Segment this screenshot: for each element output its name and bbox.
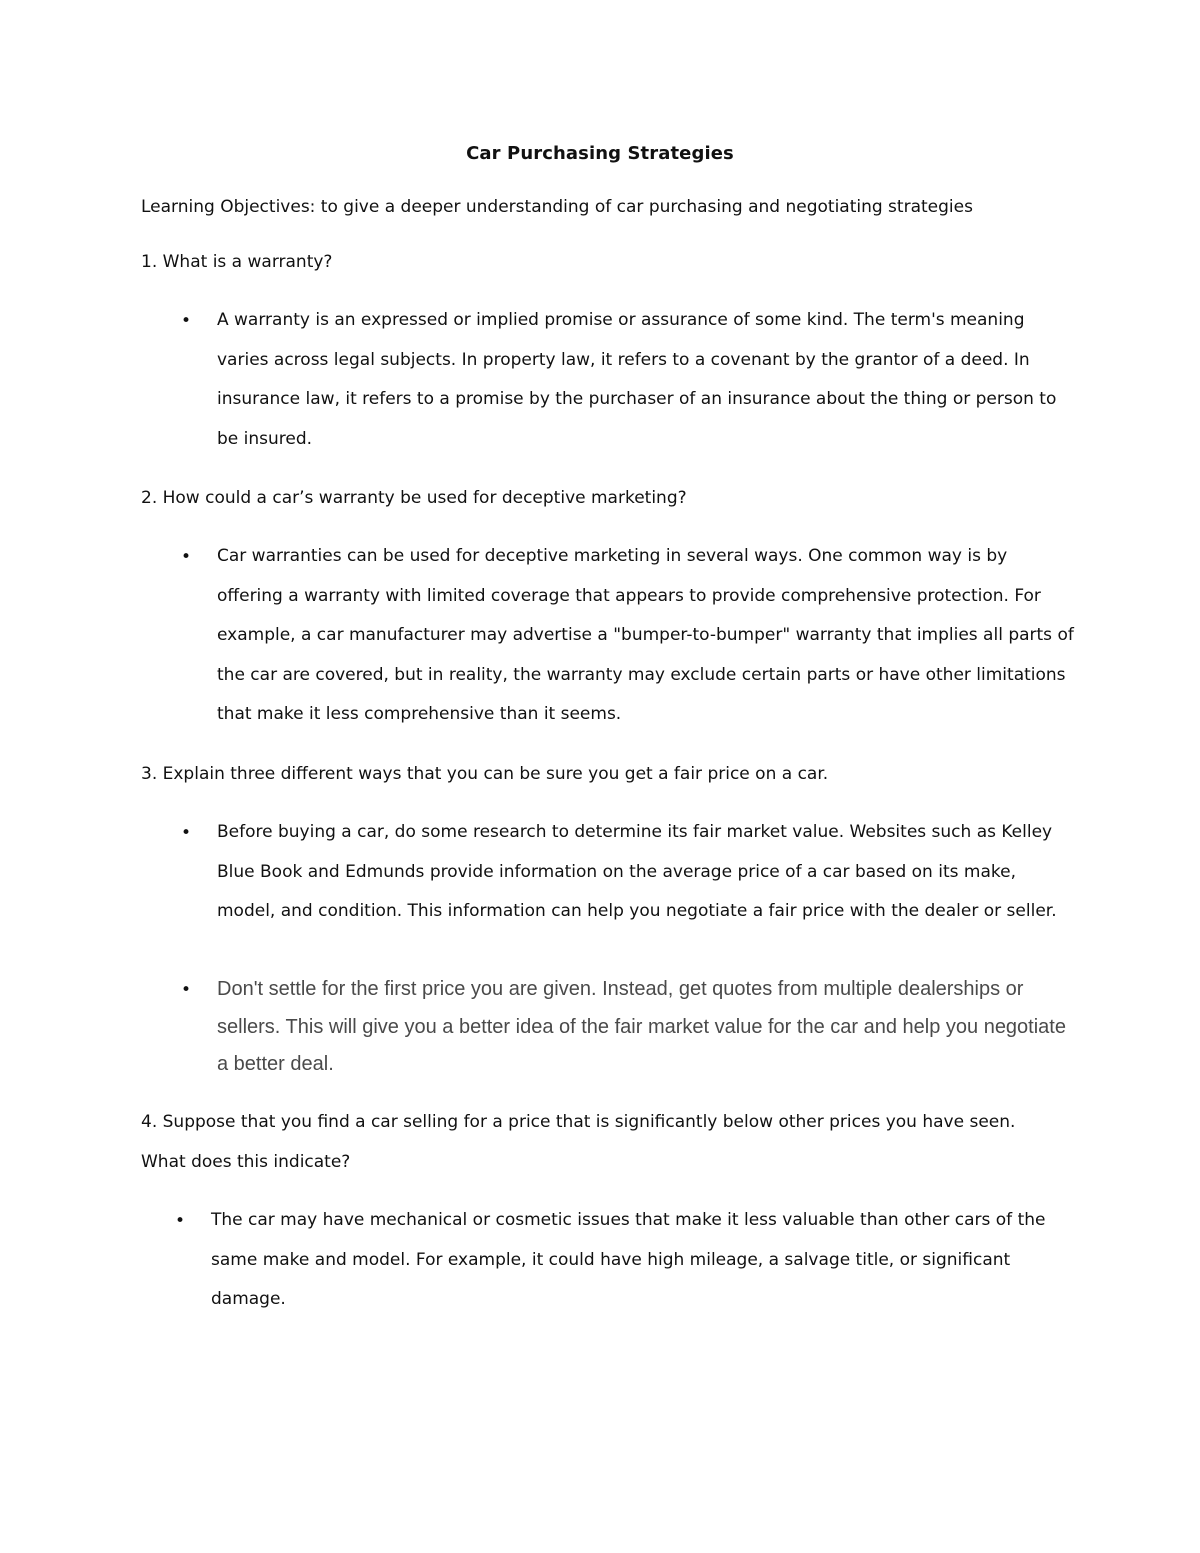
answer-4: The car may have mechanical or cosmetic issues that make it less valuable than other cars of the same make and model. For example, it could have high mileage, a salvage title, or significant damage. — [211, 1210, 1046, 1309]
bullet-icon: • — [181, 547, 192, 567]
bullet-icon: • — [181, 823, 192, 843]
question-2: 2. How could a car’s warranty be used for deceptive marketing? — [141, 488, 687, 508]
question-4-line2: What does this indicate? — [141, 1152, 351, 1172]
answer-3a: Before buying a car, do some research to determine its fair market value. Websites such as Kelley Blue Book and Edmunds provide information on the average price of a car based on its make, model, and condition. This information can help you negotiate a fair price with the dealer or seller. — [217, 822, 1057, 921]
answer-3b: Don't settle for the first price you are given. Instead, get quotes from multiple dealerships or sellers. This will give you a better idea of the fair market value for the car and help you negotiate a better deal. — [217, 978, 1066, 1075]
bullet-icon: • — [175, 1211, 186, 1231]
question-4-line1: 4. Suppose that you find a car selling for a price that is significantly below other prices you have seen. — [141, 1112, 1016, 1132]
question-1: 1. What is a warranty? — [141, 252, 333, 272]
question-3: 3. Explain three different ways that you can be sure you get a fair price on a car. — [141, 764, 829, 784]
answer-1: A warranty is an expressed or implied promise or assurance of some kind. The term's meaning varies across legal subjects. In property law, it refers to a covenant by the grantor of a deed. In insurance law, it refers to a promise by the purchaser of an insurance about the thing or person to be insured. — [217, 310, 1057, 449]
learning-objectives: Learning Objectives: to give a deeper understanding of car purchasing and negotiating strategies — [141, 197, 973, 217]
bullet-icon: • — [181, 311, 192, 331]
page-title: Car Purchasing Strategies — [466, 143, 734, 164]
answer-2: Car warranties can be used for deceptive marketing in several ways. One common way is by offering a warranty with limited coverage that appears to provide comprehensive protection. For example, a car manufacturer may advertise a "bumper-to-bumper" warranty that implies all parts of the car are covered, but in reality, the warranty may exclude certain parts or have other limitations that make it less comprehensive than it seems. — [217, 546, 1074, 724]
bullet-icon: • — [181, 980, 192, 1000]
